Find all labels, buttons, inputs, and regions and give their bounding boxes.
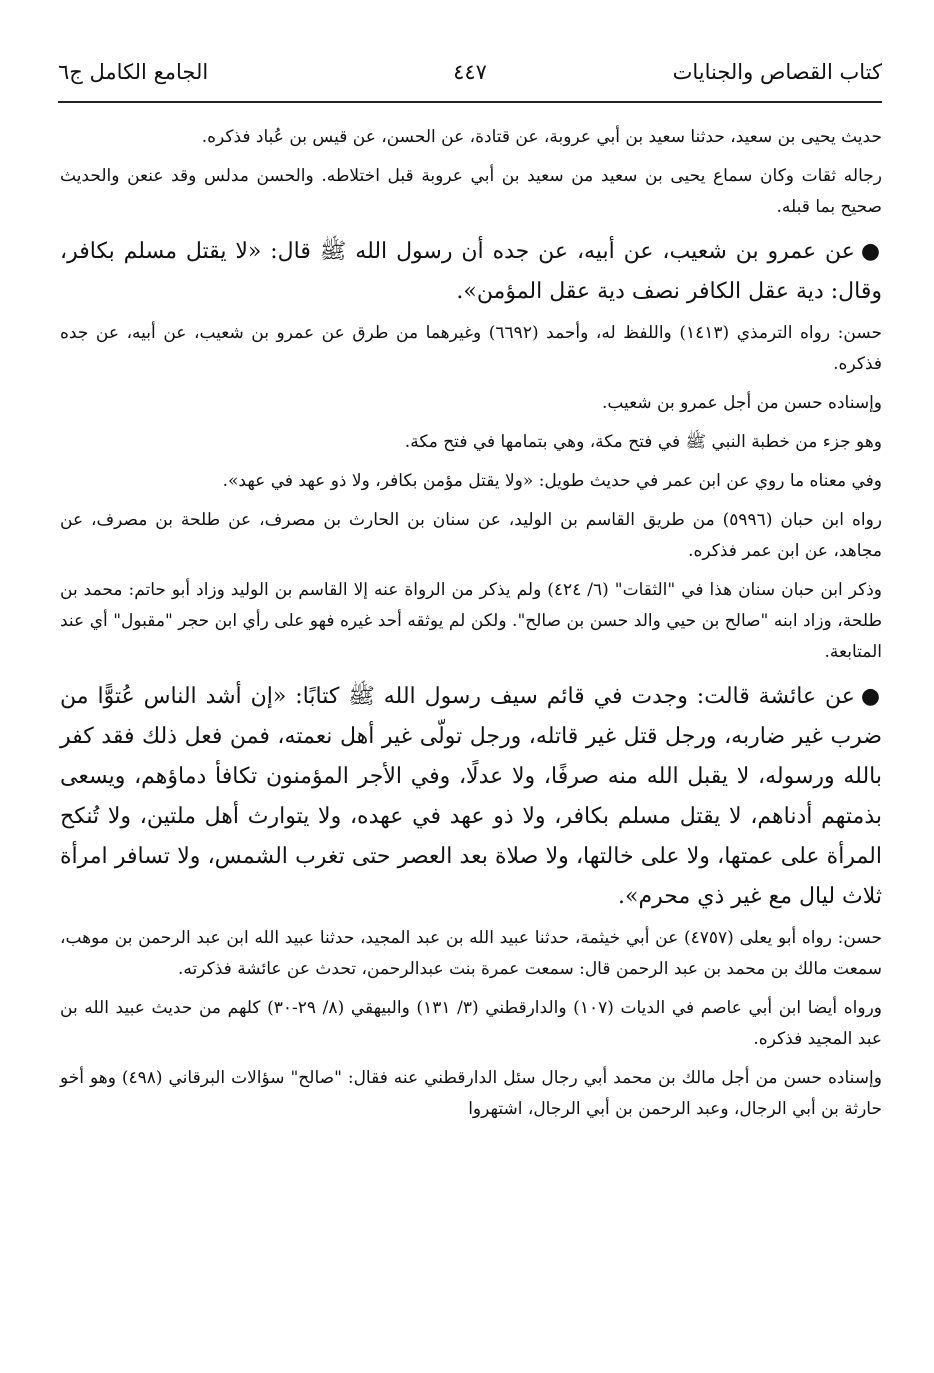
page-header [58,56,882,96]
paragraph-text: حسن: رواه الترمذي (١٤١٣) واللفظ له، وأحمد (٦٦٩٢) وغيرهما من طرق عن عمرو بن شعيب، عن أبيه، عن جده فذكره. [60,323,882,374]
commentary-paragraph [60,993,882,1055]
commentary-paragraph [60,575,882,668]
hadith-text [60,676,882,917]
commentary-paragraph [60,427,882,458]
commentary-paragraph [60,505,882,567]
paragraph-text: ورواه أيضا ابن أبي عاصم في الديات (١٠٧) والدارقطني (٣/ ١٣١) والبيهقي (٨/ ٢٩-٣٠) كلهم من حديث عبيد الله بن عبد المجيد فذكره. [60,998,882,1049]
header-rule [58,101,882,103]
paragraph-text: حديث يحيى بن سعيد، حدثنا سعيد بن أبي عروبة، عن قتادة، عن الحسن، عن قيس بن عُباد فذكره. [201,127,882,147]
commentary-paragraph [60,466,882,497]
paragraph-text: حسن: رواه أبو يعلى (٤٧٥٧) عن أبي خيثمة، حدثنا عبيد الله بن عبد المجيد، حدثنا عبيد الله ابن عبد الرحمن بن موهب، سمعت مالك بن محمد بن عبد الرحمن قال: سمعت عمرة بنت عبدالرحمن، تحدث عن عائشة فذكرته. [60,928,883,979]
page-number: ٤٤٧ [453,60,487,84]
paragraph-text: وإسناده حسن من أجل مالك بن محمد أبي رجال سئل الدارقطني عنه فقال: "صالح" سؤالات البرقاني (٤٩٨) وهو أخو حارثة بن أبي الرجال، وعبد الرحمن بن أبي الرجال، اشتهروا [60,1068,882,1119]
commentary-paragraph [60,122,882,153]
paragraph-text: عن عائشة قالت: وجدت في قائم سيف رسول الله ﷺ كتابًا: «إن أشد الناس عُتوًّا من ضرب غير ضاربه، ورجل قتل غير قاتله، ورجل تولّى غير أهل نعمته، فمن فعل ذلك فقد كفر بالله ورسوله، لا يقبل الله منه صرفًا، ولا عدلًا، وفي الأجر المؤمنون تكافأ دماؤهم، ويسعى بذمتهم أدناهم، لا يقتل مسلم بكافر، ولا ذو عهد في عهده، ولا يتوارث أهل ملتين، ولا تُنكح المرأة على عمتها، ولا على خالتها، ولا صلاة بعد العصر حتى تغرب الشمس، ولا تسافر امرأة ثلاث ليال مع غير ذي محرم». [60,684,882,909]
commentary-paragraph [60,1063,882,1125]
paragraph-text: وهو جزء من خطبة النبي ﷺ في فتح مكة، وهي بتمامها في فتح مكة. [404,432,882,452]
paragraph-text: عن عمرو بن شعيب، عن أبيه، عن جده أن رسول الله ﷺ قال: «لا يقتل مسلم بكافر، وقال: دية عقل الكافر نصف دية عقل المؤمن». [60,239,882,304]
paragraph-text: رجاله ثقات وكان سماع يحيى بن سعيد من سعيد بن أبي عروبة قبل اختلاطه. والحسن مدلس وقد عنعن والحديث صحيح بما قبله. [60,166,882,217]
commentary-paragraph [60,388,882,419]
paragraph-text: وفي معناه ما روي عن ابن عمر في حديث طويل: «ولا يقتل مؤمن بكافر، ولا ذو عهد في عهد». [222,471,882,491]
paragraph-text: رواه ابن حبان (٥٩٩٦) من طريق القاسم بن الوليد، عن سنان بن الحارث بن مصرف، عن طلحة بن مصرف، عن مجاهد، عن ابن عمر فذكره. [60,510,882,561]
commentary-paragraph [60,161,882,223]
volume-title: الجامع الكامل ج٦ [58,60,209,84]
paragraph-text: وإسناده حسن من أجل عمرو بن شعيب. [601,393,882,413]
bullet-icon: ● [860,238,882,264]
bullet-icon: ● [860,683,882,709]
commentary-paragraph [60,318,882,380]
book-title: كتاب القصاص والجنايات [672,60,882,84]
hadith-text [60,231,882,312]
commentary-paragraph [60,923,882,985]
page-body [60,122,882,1133]
paragraph-text: وذكر ابن حبان سنان هذا في "الثقات" (٦/ ٤٢٤) ولم يذكر من الرواة عنه إلا القاسم بن الوليد وزاد أبو حاتم: محمد بن طلحة، وزاد ابنه "صالح بن حيي والد حسن بن صالح". ولكن لم يوثقه أحد غيره فهو على رأي ابن حجر "مقبول" أي عند المتابعة. [60,580,882,662]
